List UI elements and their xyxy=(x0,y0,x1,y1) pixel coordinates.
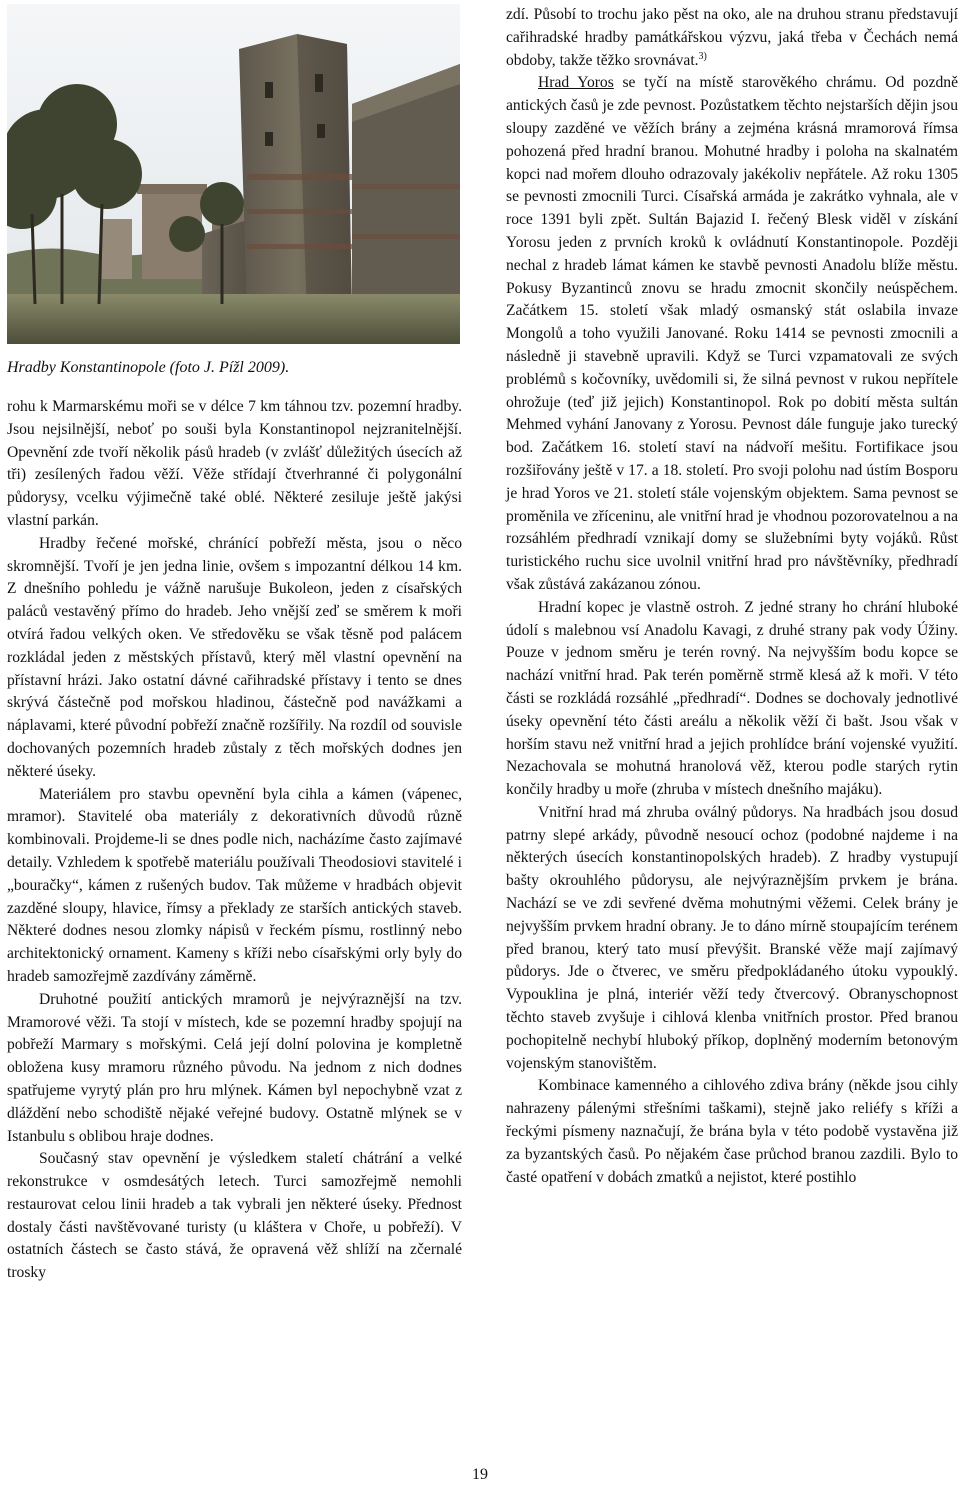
left-paragraph-4: Druhotné použití antických mramorů je nejvýraznější na tzv. Mramorové věži. Ta stojí v místech, kde se pozemní hradby spojují na pobřeží Marmary s mořskými. Celá její dolní polovina je kompletně obložena kusy mramoru různého původu. Na jednom z nich dodnes spatřujeme vyrytý plán pro hru mlýnek. Kámen byl nepochybně vzat z dláždění nebo schodiště nějaké veřejné budovy. Ostatně mlýnek se v Istanbulu s oblibou hraje dodnes. xyxy=(7,990,462,1145)
left-paragraph-2: Hradby řečené mořské, chránící pobřeží města, jsou o něco skromnější. Tvoří je jen jedna linie, ovšem s impozantní délkou 14 km. Z dnešního pohledu je vážně narušuje Bukoleon, jeden z císařských paláců vestavěný přímo do hradeb. Jeho vnější zeď se směrem k moři otvírá řadou velkých oken. Ve středověku se však těsně pod palácem rozkládal jeden z městských přístavů, který měl vlastní opevnění na přístavní hrázi. Jako ostatní dávné cařihradské přístavy i tento se dnes skrývá částečně pod mořskou hladinou, částečně pod navážkami a náplavami, které původní pobřeží značně rozšířily. Na rozdíl od souvisle dochovaných pozemních hradeb zůstaly z těch mořských dodnes jen některé úseky. xyxy=(7,534,462,780)
photo-caption: Hradby Konstantinopole (foto J. Pížl 2009). xyxy=(7,359,290,376)
left-paragraph-5: Současný stav opevnění je výsledkem staletí chátrání a velké rekonstrukce v osmdesátých letech. Turci samozřejmě nemohli restaurovat celou linii hradeb a tak vybrali jen některé úseky. Přednost dostaly části navštěvované turisty (u kláštera v Choře, u pobřeží). V ostatních částech se často stává, že opravená věž shlíží na zčernalé trosky xyxy=(7,1150,462,1282)
right-paragraph-2-text: se tyčí na místě starověkého chrámu. Od pozdně antických časů je zde pevnost. Pozůstatkem těchto nejstarších dějin jsou sloupy zazděné ve věžích brány a zejména krásná mramorová římsa pohozená před hradní branou. Mohutné hradby i poloha na skalnatém kopci nad mořem dlouho odrazovaly jakékoliv nepřátele. Až roku 1305 se pevnosti zmocnili Turci. Císařská armáda je zakrátko vyhnala, ale v roce 1391 byli zpět. Sultán Bajazid I. řečený Blesk viděl v získání Yorosu jeden z prvních kroků k ovládnutí Konstantinopole. Později nechal z hradeb lámat kámen ke stavbě pevnosti Anadolu blíže městu. Pokusy Byzantinců znovu se hradu zmocnit skončily neúspěchem. Začátkem 15. století však mladý osmanský stát oslabila invaze Mongolů a toho využili Janované. Roku 1414 se pevnosti zmocnili a následně ji stavebně upravili. Když se Turci vzpamatovali ze svých problémů s kočovníky, uvědomili si, že silná pevnost v rukou nepřítele ohrožuje (teď již jejich) Konstantinopol. Rok po dobití města sultán Mehmed vyhání Janovany z Yorosu. Pevnost dále funguje jako turecký bod. Začátkem 16. století staví na nádvoří mešitu. Fortifikace jsou rozšiřovány ještě v 17. a 18. století. Pro svoji polohu nad ústím Bosporu je hrad Yoros ve 21. století stále vojenským objektem. Sama pevnost se proměnila ve zříceninu, ale vnitřní hrad je vhodnou pozorovatelnou a na rozsáhlém předhradí vznikají domy se služebními byty vojáků. Růst turistického ruchu sice uvolnil vnitřní hrad pro návštěvníky, předhradí však zůstává zakázanou zónou. xyxy=(506,74,959,593)
right-paragraph-1 xyxy=(506,4,958,72)
footnote-marker: 3) xyxy=(698,50,707,62)
left-paragraph-3: Materiálem pro stavbu opevnění byla cihla a kámen (vápenec, mramor). Stavitelé oba materiály z dekorativních důvodů různě kombinovali. Projdeme-li se dnes podle nich, nacházíme často zajímavé detaily. Vzhledem k spotřebě materiálu používali Theodosiovi stavitelé i „bouračky“, kámen z rušených budov. Tak můžeme v hradbách objevit zazděné sloupy, hlavice, římsy a překlady ze starších antických staveb. Některé dodnes nesou zlomky nápisů v řeckém písmu, rostlinný nebo architektonický ornament. Kameny s kříži nebo císařskými orly byly do hradeb samozřejmě zazdívány záměrně. xyxy=(7,785,462,985)
left-column xyxy=(7,396,462,1285)
right-paragraph-5: Kombinace kamenného a cihlového zdiva brány (někde jsou cihly nahrazeny pálenými střešními taškami), stejně jako reliéfy s kříži a řeckými písmeny naznačují, že brána byla v této podobě vystavěna již za byzantských časů. Po nějakém čase průchod branou zazdili. Bylo to časté opatření v dobách zmatků a nejistot, které postihlo xyxy=(506,1077,958,1186)
right-column xyxy=(506,4,958,1189)
photo-constantinople-walls xyxy=(7,4,460,344)
right-paragraph-2 xyxy=(506,72,958,596)
right-paragraph-1-text: zdí. Působí to trochu jako pěst na oko, ale na druhou stranu představují cařihradské hradby památkářskou výzvu, jaká třeba v Čechách nemá obdoby, takže těžko srovnávat. xyxy=(506,6,958,69)
hrad-yoros-link[interactable]: Hrad Yoros xyxy=(538,74,614,92)
right-paragraph-3: Hradní kopec je vlastně ostroh. Z jedné strany ho chrání hluboké údolí s malebnou vsí Anadolu Kavagi, z druhé strany pak vody Úžiny. Pouze v jednom směru je terén rovný. Na nejvyšším bodu kopce se nachází vnitřní hrad. Pak terén poměrně strmě klesá až k moři. V této části se rozkládá rozsáhlé „předhradí“. Dodnes se dochovaly jednotlivé úseky opevnění této části areálu a několik věží či bašt. Jsou však v horším stavu než vnitřní hrad a jejich prohlídce brání vojenské využití. Nezachovala se mohutná hranolová věž, kterou podle starých rytin končily hradby u moře (zhruba v místech dnešního majáku). xyxy=(506,598,958,799)
left-paragraph-1: rohu k Marmarskému moři se v délce 7 km táhnou tzv. pozemní hradby. Jsou nejsilnější, neboť po souši byla Konstantinopol nejzranitelnější. Opevnění zde tvoří několik pásů hradeb (v zvlášť důležitých úsecích až tři) zesílených řadou věží. Věže střídají čtverhranné či polygonální půdorysy, vcelku výjimečně také oblé. Některé zesiluje ještě jakýsi vlastní parkán. xyxy=(7,398,462,529)
page-number: 19 xyxy=(472,1466,488,1483)
walls-photo-image xyxy=(7,4,460,344)
right-paragraph-4: Vnitřní hrad má zhruba oválný půdorys. Na hradbách jsou dosud patrny slepé arkády, původně nesoucí ochoz (podobné najdeme i na některých úsecích konstantinopolských hradeb). Z hradby vystupují bašty okrouhlého půdorysu, ale nejvýraznějším prvkem je brána. Nachází se ve zdi sevřené dvěma mohutnými věžemi. Celek brány je nejvyšším prvkem hradní obrany. Je to dáno mírně stoupajícím terénem před branou, který tato musí převýšit. Branské věže mají zajímavý půdorys. Jde o čtverec, ve směru předpokládaného útoku vypouklý. Vypouklina je plná, interiér věží tedy čtvercový. Obranyschopnost těchto staveb zvyšuje i cihlová klenba vnitřních prostor. Před branou pochopitelně nechybí hluboký příkop, doplněný moderním betonovým vojenským stanovištěm. xyxy=(506,803,958,1072)
